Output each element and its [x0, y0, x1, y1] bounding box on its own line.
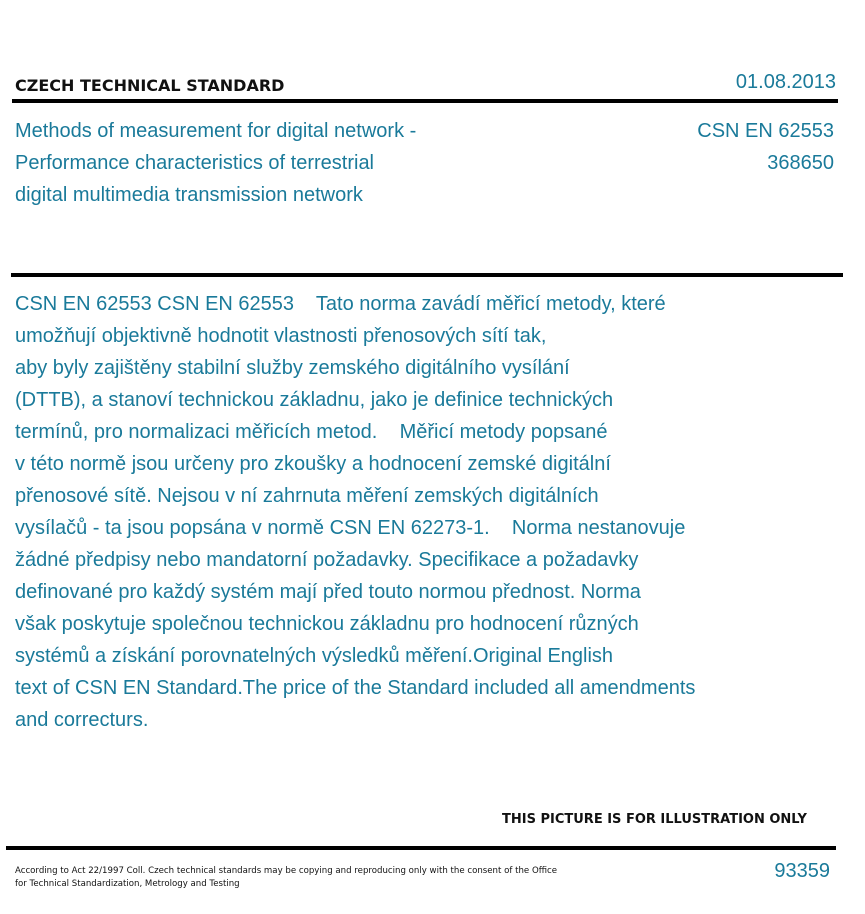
title-line: Methods of measurement for digital network - [15, 120, 417, 142]
abstract-line: text of CSN EN Standard.The price of the Standard included all amendments [15, 677, 696, 699]
abstract-line: definované pro každý systém mají před touto normou přednost. Norma [15, 581, 641, 603]
abstract-line: umožňují objektivně hodnotit vlastnosti přenosových sítí tak, [15, 325, 547, 347]
abstract-line: systémů a získání porovnatelných výsledků měření.Original English [15, 645, 614, 667]
abstract-line: CSN EN 62553 CSN EN 62553 Tato norma zavádí měřicí metody, které [15, 293, 666, 315]
abstract-line: vysílačů - ta jsou popsána v normě CSN EN 62273-1. Norma nestanovuje [15, 517, 686, 539]
abstract-text [15, 288, 695, 736]
legal-notice [15, 865, 557, 891]
illustration-notice: THIS PICTURE IS FOR ILLUSTRATION ONLY [502, 812, 807, 827]
abstract-line: (DTTB), a stanoví technickou základnu, jako je definice technických [15, 389, 614, 411]
abstract-line: žádné předpisy nebo mandatorní požadavky. Specifikace a požadavky [15, 549, 639, 571]
title-divider [11, 273, 843, 277]
abstract-line: přenosové sítě. Nejsou v ní zahrnuta měření zemských digitálních [15, 485, 599, 507]
title-line: Performance characteristics of terrestrial [15, 152, 375, 174]
standard-title [15, 115, 416, 211]
class-number: 368650 [767, 152, 834, 174]
abstract-line: aby byly zajištěny stabilní služby zemského digitálního vysílání [15, 357, 570, 379]
abstract-line: v této normě jsou určeny pro zkoušky a hodnocení zemské digitální [15, 453, 611, 475]
publication-date: 01.08.2013 [735, 71, 836, 93]
abstract-line: and correcturs. [15, 709, 149, 731]
title-line: digital multimedia transmission network [15, 184, 363, 206]
abstract-line: termínů, pro normalizaci měřicích metod. Měřicí metody popsané [15, 421, 608, 443]
abstract-line: však poskytuje společnou technickou základnu pro hodnocení různých [15, 613, 639, 635]
header-divider [12, 99, 838, 103]
document-type-heading: CZECH TECHNICAL STANDARD [15, 76, 285, 95]
footer-divider [6, 846, 836, 850]
legal-line: According to Act 22/1997 Coll. Czech technical standards may be copying and reproducing only with the consent of the Office [15, 866, 558, 876]
standard-code: CSN EN 62553 [697, 120, 834, 142]
legal-line: for Technical Standardization, Metrology and Testing [15, 879, 240, 889]
document-number: 93359 [774, 860, 830, 882]
standard-identifiers [697, 115, 834, 179]
